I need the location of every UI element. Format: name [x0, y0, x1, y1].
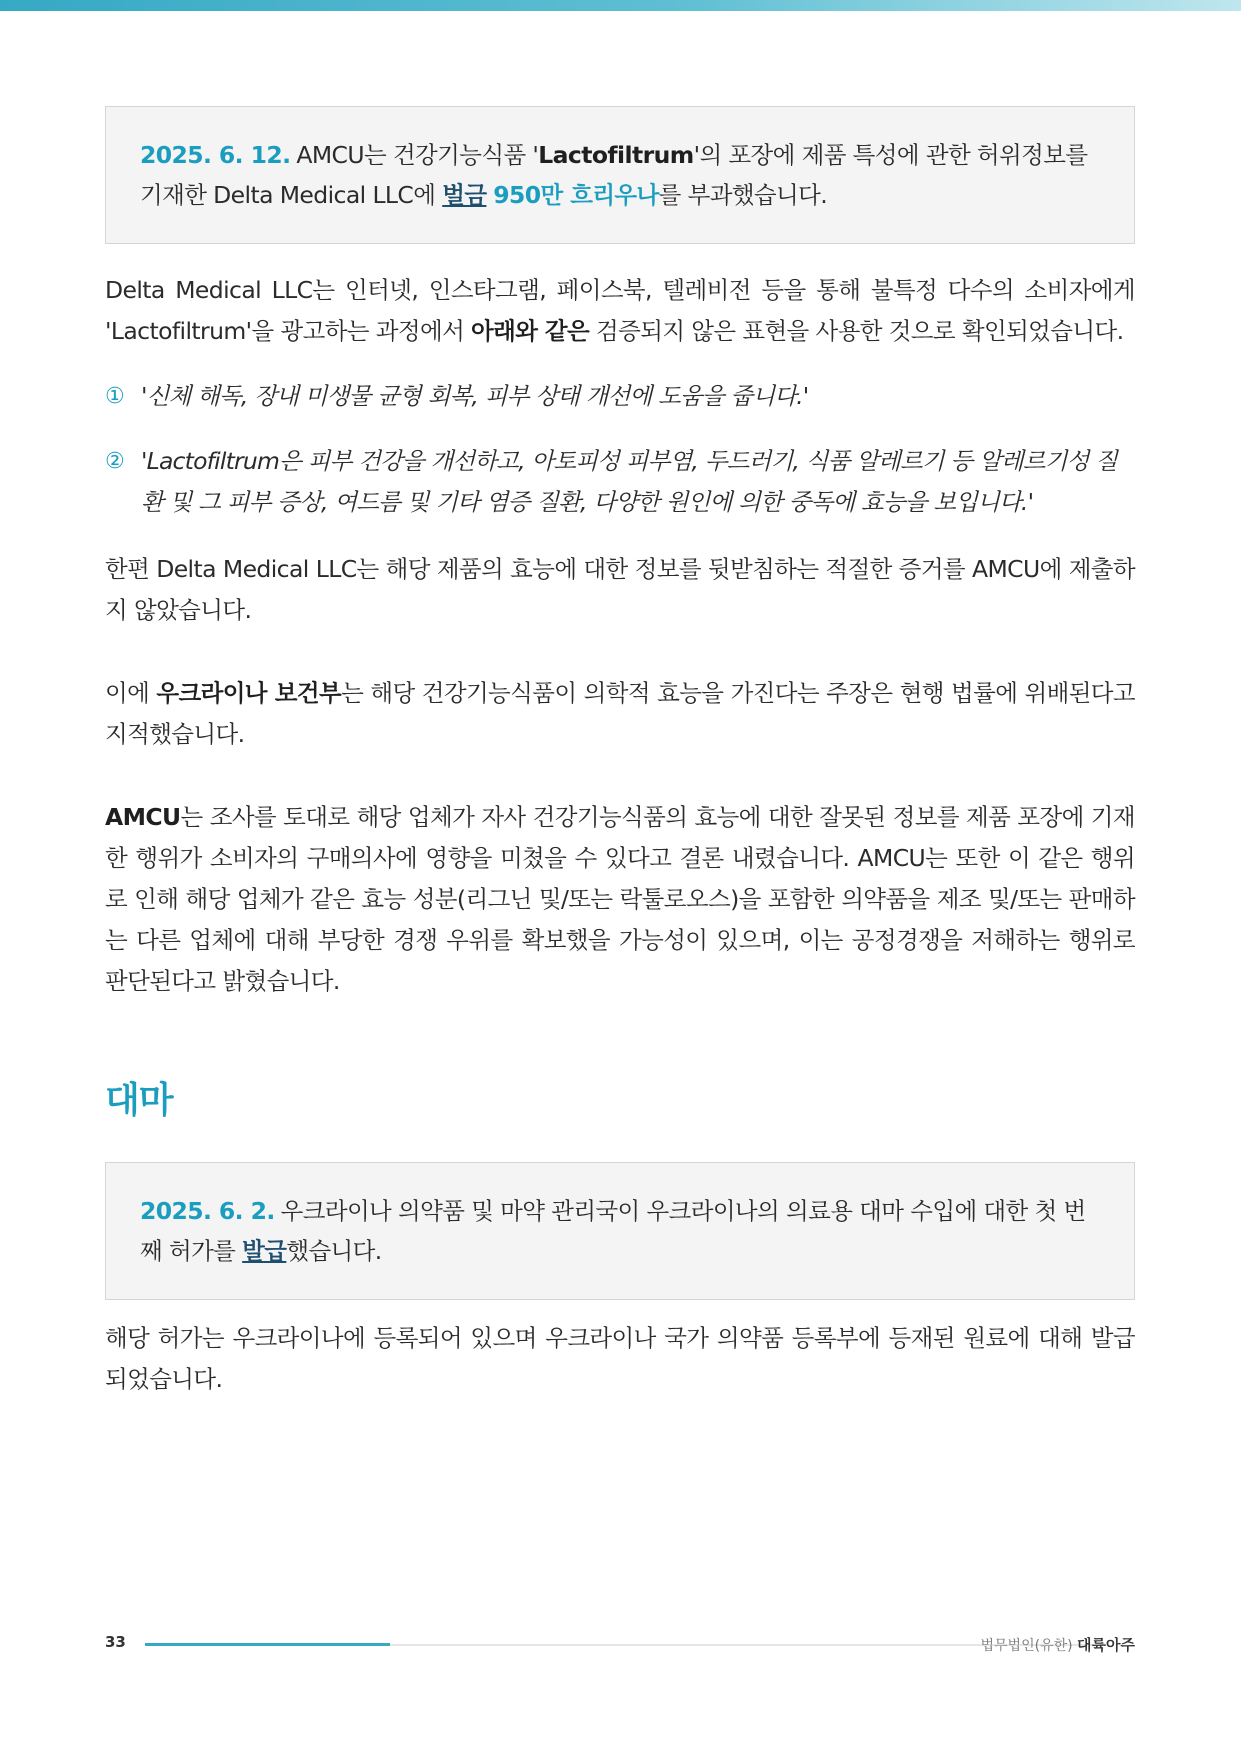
fine-label: 벌금	[442, 181, 487, 209]
firm-brand: 대륙아주	[1077, 1636, 1135, 1654]
notice-text: 우크라이나 의약품 및 마약 관리국이 우크라이나의 의료용 대마 수입에 대한 첫 번째 허가를	[140, 1197, 1086, 1265]
paragraph-ministry	[105, 673, 1135, 755]
quote-item	[105, 441, 1135, 523]
paragraph-permit: 해당 허가는 우크라이나에 등록되어 있으며 우크라이나 국가 의약품 등록부에 등재된 원료에 대해 발급되었습니다.	[105, 1324, 1135, 1393]
fine-amount: 950만 흐리우나	[493, 181, 659, 209]
paragraph-text: 는 해당 건강기능식품이 의학적 효능을 가진다는 주장은 현행 법률에 위배된다고 지적했습니다.	[105, 679, 1136, 748]
quote-number: ②	[105, 449, 124, 474]
page-number: 33	[105, 1633, 126, 1651]
emphasis: 우크라이나 보건부	[156, 679, 342, 707]
paragraph-conclusion	[105, 797, 1135, 1002]
notice-text: AMCU는 건강기능식품 '	[296, 141, 539, 169]
section-title: 대마	[105, 1080, 173, 1121]
paragraph-text: 이에	[105, 679, 157, 707]
emphasis: AMCU	[105, 803, 181, 831]
notice-text: '의 포장에 제품 특성에 관한 허위정보를 기재한 Delta Medical LLC에	[140, 141, 1088, 209]
emphasis: 아래와 같은	[471, 317, 590, 345]
top-accent-bar	[0, 0, 1241, 11]
paragraph-advertising	[105, 270, 1135, 352]
paragraph-text: 검증되지 않은 표현을 사용한 것으로 확인되었습니다.	[589, 317, 1124, 345]
quote-item	[105, 376, 1135, 417]
notice-text: 했습니다.	[286, 1237, 382, 1265]
notice-text: 를 부과했습니다.	[658, 181, 828, 209]
quote-text: '신체 해독, 장내 미생물 균형 회복, 피부 상태 개선에 도움을 줍니다.'	[141, 382, 809, 410]
product-name: Lactofiltrum	[538, 141, 694, 169]
quote-text: 'Lactofiltrum은 피부 건강을 개선하고, 아토피성 피부염, 두드러기, 식품 알레르기 등 알레르기성 질환 및 그 피부 증상, 여드름 및 기타 염증 질환, 다양한 원인에 의한 중독에 효능을 보입니다.'	[141, 447, 1118, 516]
issued-label: 발급	[242, 1237, 287, 1265]
paragraph-text: Delta Medical LLC는 인터넷, 인스타그램, 페이스북, 텔레비전 등을 통해 불특정 다수의 소비자에게 'Lactofiltrum'을 광고하는 과정에서	[105, 276, 1135, 345]
quote-number: ①	[105, 384, 124, 409]
page-content	[105, 106, 1135, 1400]
notice-box-fine	[105, 106, 1135, 244]
notice-date: 2025. 6. 2.	[140, 1197, 275, 1225]
paragraph-evidence: 한편 Delta Medical LLC는 해당 제품의 효능에 대한 정보를 뒷받침하는 적절한 증거를 AMCU에 제출하지 않았습니다.	[105, 555, 1135, 624]
footer-divider-accent	[145, 1643, 390, 1646]
firm-prefix: 법무법인(유한)	[980, 1638, 1073, 1654]
notice-date: 2025. 6. 12.	[140, 141, 291, 169]
notice-box-cannabis	[105, 1162, 1135, 1300]
paragraph-text: 는 조사를 토대로 해당 업체가 자사 건강기능식품의 효능에 대한 잘못된 정보를 제품 포장에 기재한 행위가 소비자의 구매의사에 영향을 미쳤을 수 있다고 결론 내렸습니다. AMCU는 또한 이 같은 행위로 인해 해당 업체가 같은 효능 성분(리그닌 및/또는 락툴로오스)을 포함한 의약품을 제조 및/또는 판매하는 다른 업체에 대해 부당한 경쟁 우위를 확보했을 가능성이 있으며, 이는 공정경쟁을 저해하는 행위로 판단된다고 밝혔습니다.	[105, 803, 1135, 995]
firm-name	[981, 1634, 1136, 1655]
page-footer	[105, 1633, 1135, 1657]
